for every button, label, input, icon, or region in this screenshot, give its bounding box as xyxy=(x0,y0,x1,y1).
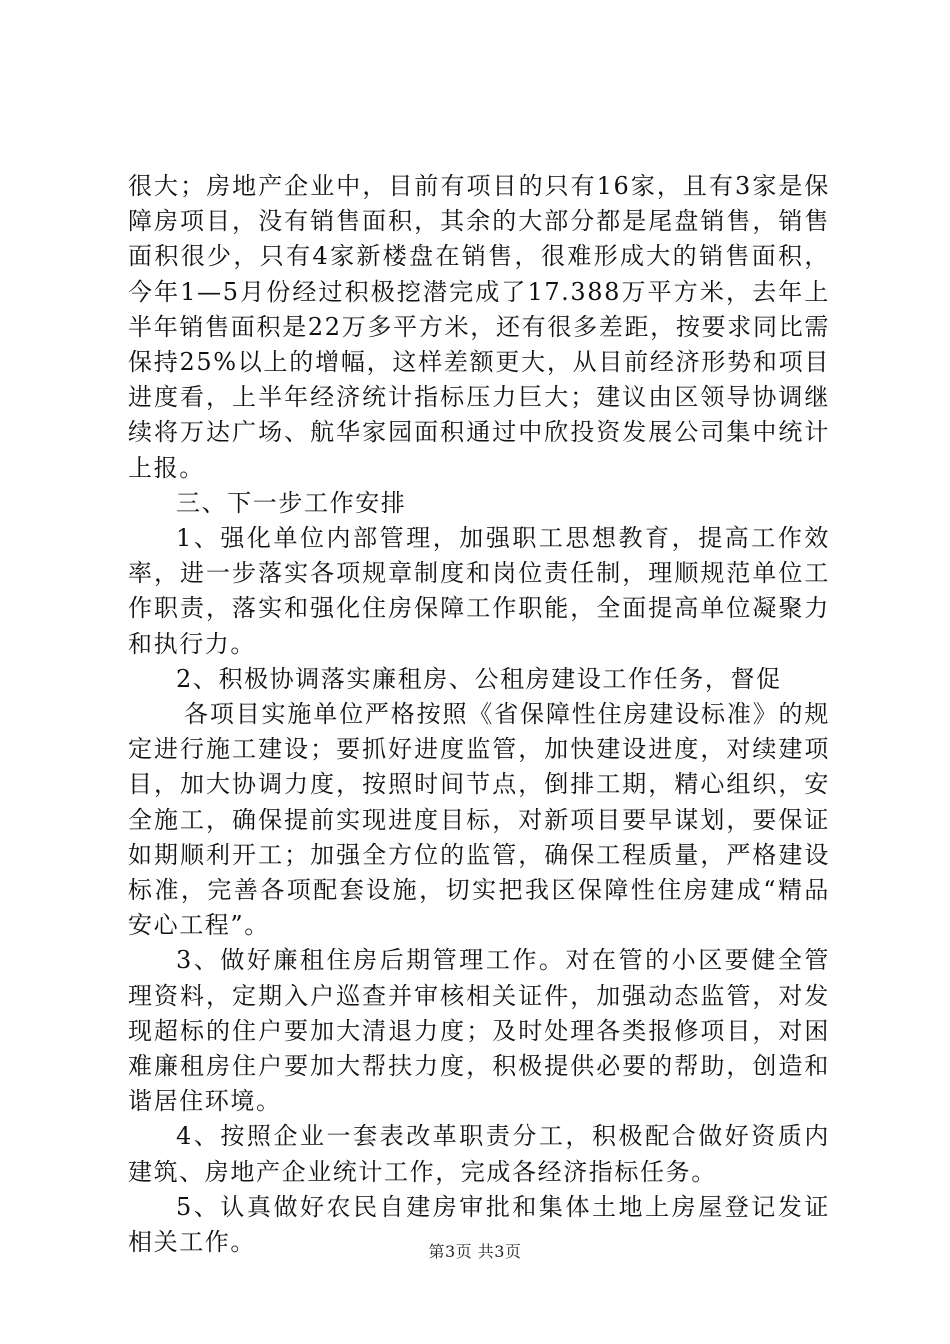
paragraph-item-3: 3、做好廉租住房后期管理工作。对在管的小区要健全管理资料，定期入户巡查并审核相关证件，加强动态监管，对发现超标的住户要加大清退力度；及时处理各类报修项目，对困难廉租房住户要加大帮扶力度，积极提供必要的帮助，创造和谐居住环境。 xyxy=(128,946,830,1116)
page-number-footer: 第3页 共3页 xyxy=(428,1242,522,1261)
paragraph-item-1: 1、强化单位内部管理，加强职工思想教育，提高工作效率，进一步落实各项规章制度和岗位责任制，理顺规范单位工作职责，落实和强化住房保障工作职能，全面提高单位凝聚力和执行力。 xyxy=(128,524,830,658)
paragraph-item-5: 5、认真做好农民自建房审批和集体土地上房屋登记发证相关工作。 xyxy=(128,1192,830,1257)
paragraph-item-2-continued: 各项目实施单位严格按照《省保障性住房建设标准》的规定进行施工建设；要抓好进度监管，加快建设进度，对续建项目，加大协调力度，按照时间节点，倒排工期，精心组织，安全施工，确保提前实现进度目标，对新项目要早谋划，要保证如期顺利开工；加强全方位的监管，确保工程质量，严格建设标准，完善各项配套设施，切实把我区保障性住房建成“精品安心工程”。 xyxy=(128,700,830,940)
paragraph-item-2: 2、积极协调落实廉租房、公租房建设工作任务，督促 xyxy=(176,664,782,693)
paragraph-item-4: 4、按照企业一套表改革职责分工，积极配合做好资质内建筑、房地产企业统计工作，完成各经济指标任务。 xyxy=(128,1122,830,1186)
paragraph-sales-area: 很大；房地产企业中，目前有项目的只有16家，且有3家是保障房项目，没有销售面积，其余的大部分都是尾盘销售，销售面积很少，只有4家新楼盘在销售，很难形成大的销售面积，今年1—5月份经过积极挖潜完成了17.388万平方米，去年上半年销售面积是22万多平方米，还有很多差距，按要求同比需保持25%以上的增幅，这样差额更大，从目前经济形势和项目进度看，上半年经济统计指标压力巨大；建议由区领导协调继续将万达广场、航华家园面积通过中欣投资发展公司集中统计上报。 xyxy=(128,172,830,482)
section-heading-next-steps: 三、下一步工作安排 xyxy=(176,488,407,517)
document-body xyxy=(128,169,830,1260)
